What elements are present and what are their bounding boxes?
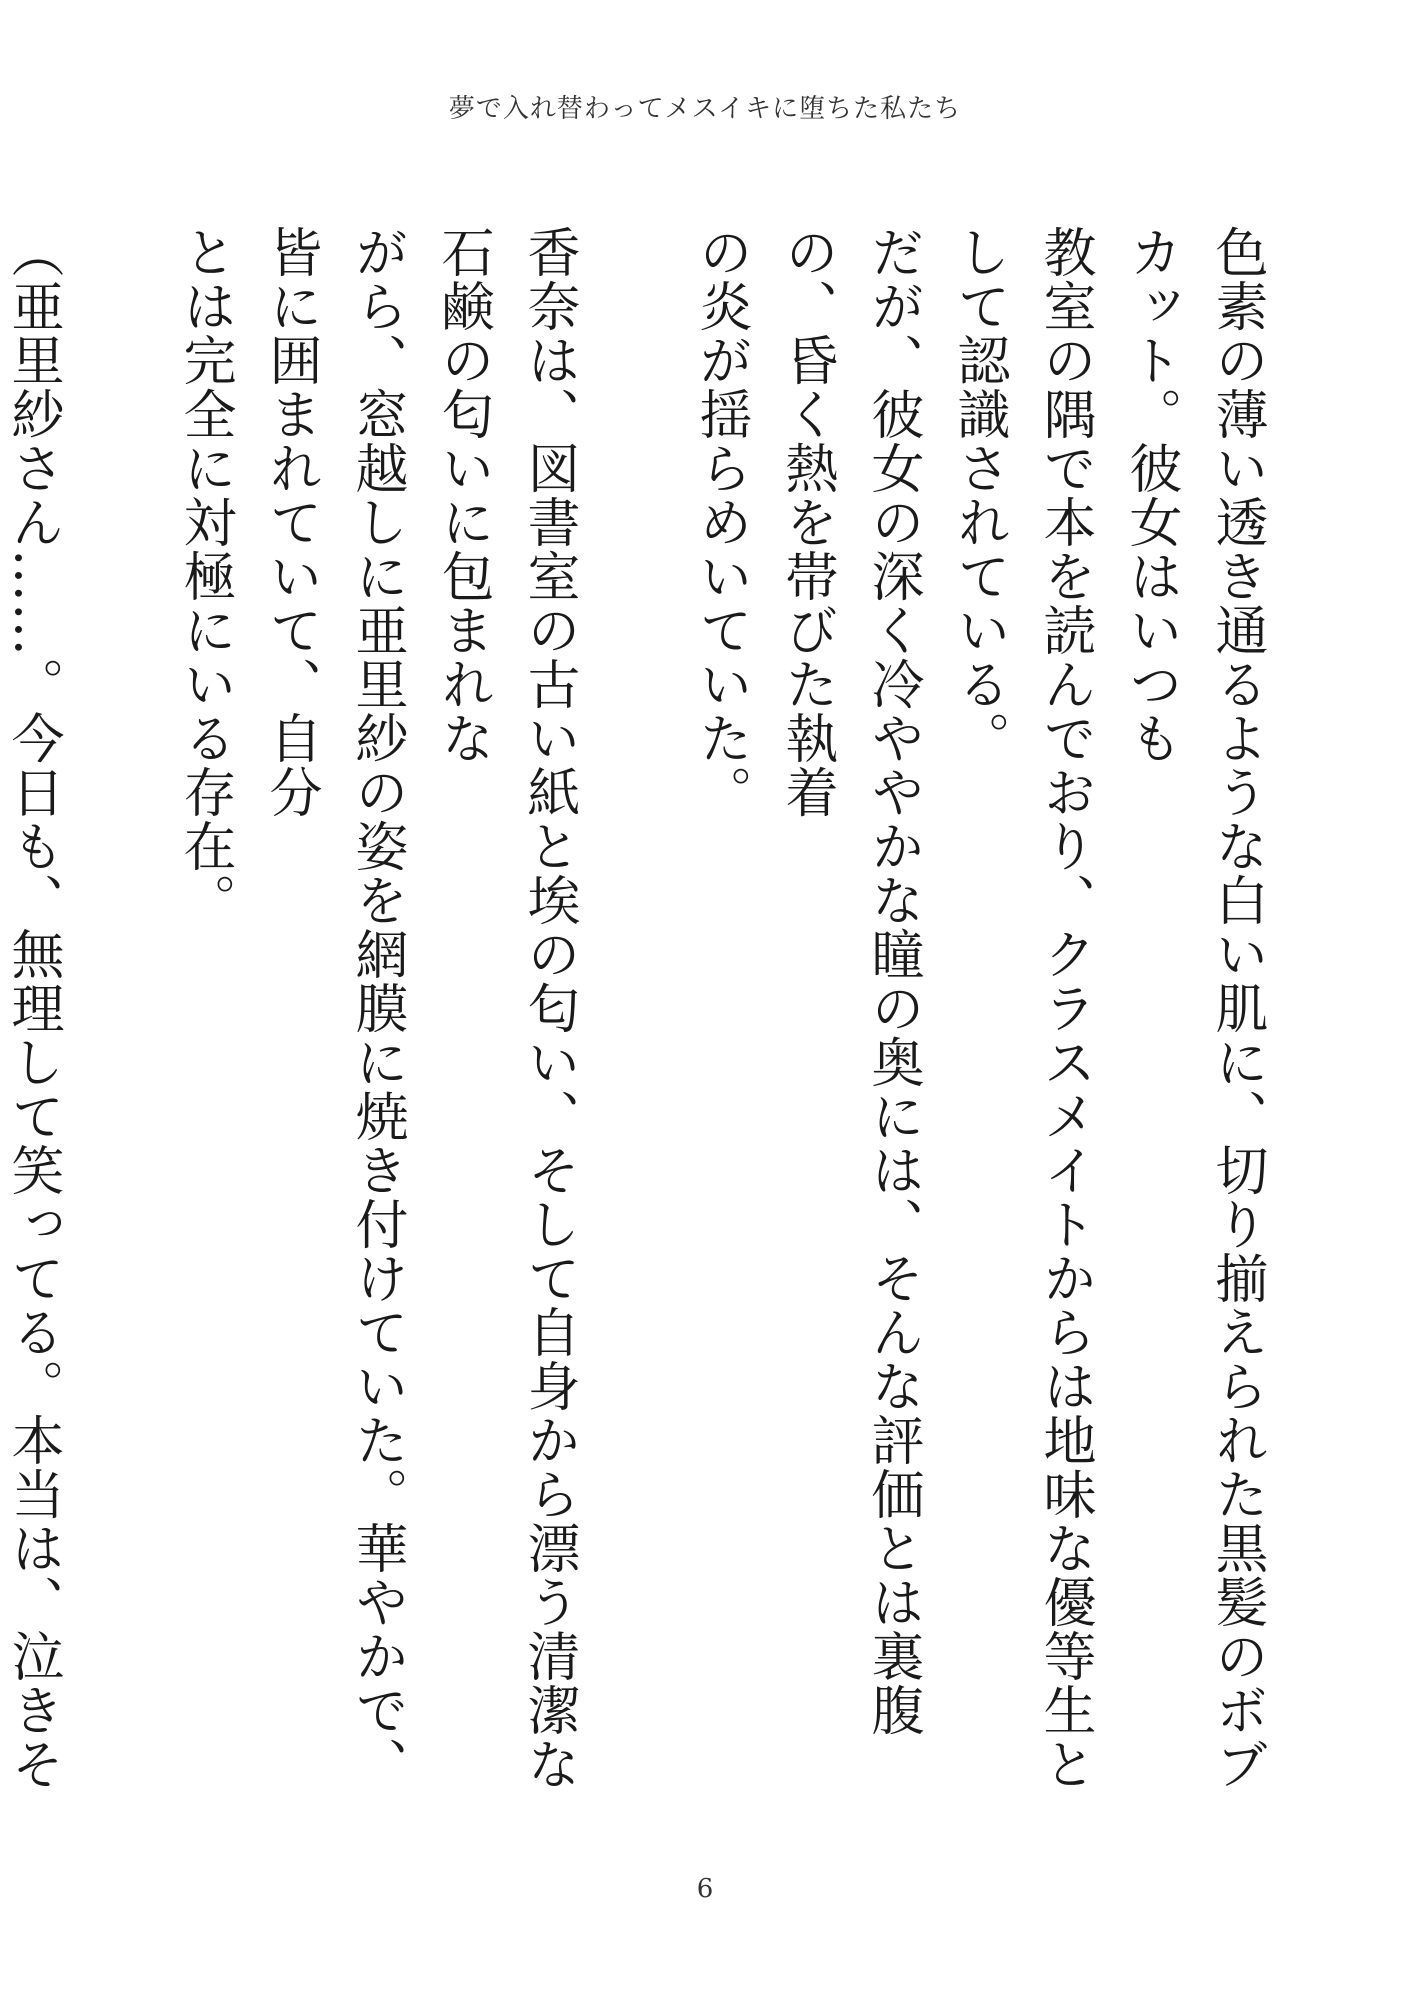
paragraph-spacer (592, 225, 678, 1825)
paragraph-2: 香奈は、図書室の古い紙と埃の匂い、そして自身から漂う清潔な石鹸の匂いに包まれな がら、窓越しに亜里紗の姿を網膜に焼き付けていた。華やかで、皆に囲まれていて、自分 とは完全に対極にいる存在。 (175, 225, 580, 1791)
paragraph-3-inner-thought: （亜里紗さん……。今日も、無理して笑ってる。本当は、泣きそ (3, 225, 64, 1791)
body-text (0, 225, 1280, 1825)
page-number: 6 (696, 1874, 714, 1904)
paragraph-1: 色素の薄い透き通るような白い肌に、切り揃えられた黒髪のボブカット。彼女はいつも 教室の隅で本を読んでおり、クラスメイトからは地味な優等生として認識されている。 だが、彼女の深く冷ややかな瞳の奥には、そんな評価とは裏腹の、昏く熱を帯びた執着 の炎が揺らめいていた。 (691, 225, 1268, 1791)
running-header: 夢で入れ替わってメスイキに堕ちた私たち (448, 94, 962, 124)
paragraph-spacer (76, 225, 162, 1825)
